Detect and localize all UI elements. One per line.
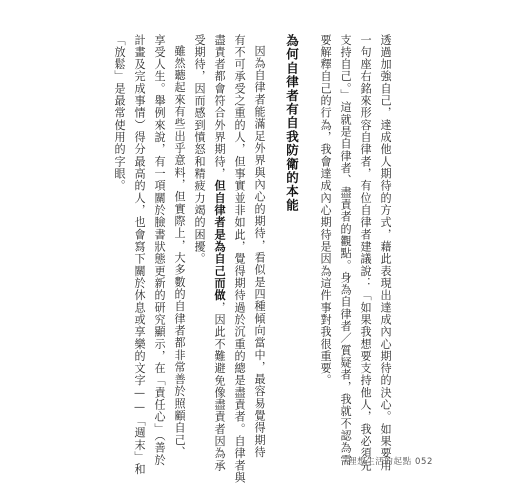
text-run: 因為自律者能滿足外界與內心的期待，看似是四種傾向當中，最容易覺得期待: [253, 45, 267, 459]
text-run: ，因此不難避免像盡責者因為承: [213, 301, 227, 472]
text-run: 受期待，因而感到憤怒和精疲力竭的困擾。: [193, 34, 207, 266]
text-column: 要解釋自己的行為，我會達成內心期待是因為這件事對我很重要。: [319, 34, 333, 387]
text-column: [194, 34, 205, 265]
text-column: [134, 34, 145, 476]
text-column: 一句座右銘來形容自律者，有位自律者建議說：「如果我想要支持他人，我必須先: [359, 34, 373, 472]
page-number: 052: [415, 457, 434, 467]
text-column: [154, 34, 165, 466]
text-column: 透過加強自己，達成他人期待的方式，藉此表現出達成內心期待的決心。如果要用: [379, 34, 393, 472]
section-heading: 為何自律者有自我防衛的本能: [284, 34, 300, 213]
bold-emphasis-text: 但自律者是為自己而做: [213, 179, 227, 302]
text-run: 雖然聽起來有些出乎意料，但實際上，大多數的自律者都非常善於照顧自己、: [173, 45, 187, 459]
text-column: [114, 34, 125, 192]
text-run: 享受人生。舉例來說，有一項關於臉書狀態更新的研究顯示，在「責任心」（善於: [153, 34, 167, 467]
text-run: 計畫及完成事情）得分最高的人，也會寫下關於休息或享樂的文字——「週末」和: [133, 34, 147, 476]
text-column: 支持自己。」這就是自律者、盡責者的觀點。身為自律者／質疑者，我就不認為需: [339, 34, 353, 467]
text-run: 有不可承受之重的人，但事實並非如此，覺得期待過於沉重的總是盡責者。自律者與: [233, 34, 247, 484]
text-column: [254, 45, 265, 458]
text-run: 「放鬆」是最常使用的字眼。: [113, 34, 127, 193]
text-column: [214, 34, 225, 472]
text-run: 盡責者都會符合外界期待，: [213, 34, 227, 180]
text-column: [234, 34, 245, 484]
text-column: [174, 45, 185, 458]
page-footer: [348, 455, 433, 467]
running-title: 理想生活的起點: [348, 457, 412, 467]
